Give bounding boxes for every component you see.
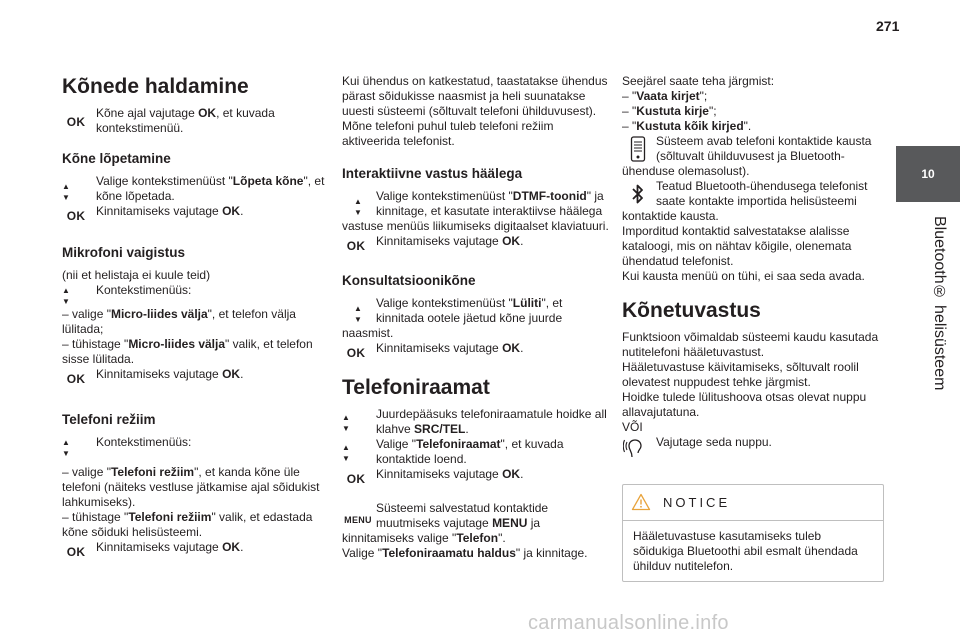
paragraph: Kui kausta menüü on tühi, ei saa seda avada. <box>622 269 865 283</box>
instruction-confirm: OK Kinnitamiseks vajutage OK. <box>342 234 612 254</box>
column-2 <box>342 74 612 561</box>
instruction-confirm: OK Kinnitamiseks vajutage OK. <box>342 467 612 487</box>
chapter-tab: 10 <box>896 146 960 202</box>
ok-button-icon: OK <box>66 209 86 223</box>
instruction-confirm: OK Kinnitamiseks vajutage OK. <box>62 204 332 224</box>
watermark: carmanualsonline.info <box>528 612 729 634</box>
list-item: – "Vaata kirjet"; <box>622 89 708 103</box>
paragraph: Seejärel saate teha järgmist: <box>622 74 775 88</box>
section-heading-call-management: Kõnede haldamine <box>62 75 249 98</box>
ok-button-icon: OK <box>66 372 86 386</box>
list-item: – valige "Telefoni režiim", et kanda kõne üle telefoni (näiteks vestluse jätkamise ajal sõidukist lahkumiseks). <box>62 465 320 509</box>
instruction-confirm: OK Kinnitamiseks vajutage OK. <box>62 367 332 387</box>
smartphone-icon <box>622 134 654 164</box>
bluetooth-import-note: Teatud Bluetooth-ühendusega telefonist saate kontakte importida helisüsteemi kontaktide kausta. <box>622 179 868 223</box>
instruction-confirm: OK Kinnitamiseks vajutage OK. <box>342 341 612 361</box>
paragraph: Hääletuvastuse käivitamiseks, sõltuvalt roolil olevatest nuppudest tehke järgmist. <box>622 360 859 389</box>
instruction-end-call: ▲ ▼ Valige kontekstimenüüst "Lõpeta kõne", et kõne lõpetada. <box>62 174 325 203</box>
section-heading-voice-recognition: Kõnetuvastus <box>622 299 761 322</box>
menu-button-icon: MENU <box>344 515 372 525</box>
up-down-arrows-icon: ▲ ▼ <box>62 286 70 306</box>
list-item: – valige "Micro-liides välja", et telefon välja lülitada; <box>62 307 296 336</box>
instruction-context-menu: ▲ ▼ Kontekstimenüüs: <box>62 435 192 458</box>
ok-button-icon: OK <box>346 346 366 360</box>
paragraph: Imporditud kontaktid salvestatakse alalisse kataloogi, mis on nähtav kõigile, olenemata ühendatud telefonist. <box>622 224 852 268</box>
notice-header <box>623 485 883 511</box>
phone-contacts-note: Süsteem avab telefoni kontaktide kausta (sõltuvalt ühilduvusest ja Bluetooth-ühenduse olemasolust). <box>622 134 872 178</box>
ok-button-icon: OK <box>346 472 366 486</box>
paragraph: VÕI <box>622 420 643 434</box>
up-down-arrows-icon: ▲ ▼ <box>354 197 362 217</box>
page-number: 271 <box>876 18 900 34</box>
column-3 <box>622 74 892 459</box>
paragraph: Mõne telefoni puhul tuleb telefoni režiim aktiveerida telefonist. <box>342 119 554 148</box>
subheading-mute-mic: Mikrofoni vaigistus <box>62 245 186 260</box>
paragraph: Funktsioon võimaldab süsteemi kaudu kasutada nutitelefoni hääletuvastust. <box>622 330 879 359</box>
ok-button-icon: OK <box>66 545 86 559</box>
instruction-switch: ▲ ▼ Valige kontekstimenüüst "Lüliti", et kinnitada ootele jäetud kõne juurde naasmist. <box>342 296 563 340</box>
up-down-arrows-icon: ▲ ▼ <box>354 304 362 324</box>
column-1 <box>62 74 332 560</box>
chapter-sidebar <box>896 146 960 640</box>
list-item: – "Kustuta kirje"; <box>622 104 717 118</box>
chapter-title: Bluetooth® helisüsteem <box>931 216 948 391</box>
list-item: – tühistage "Micro-liides välja" valik, et telefon sisse lülitada. <box>62 337 313 366</box>
subheading-dtmf: Interaktiivne vastus häälega <box>342 166 523 181</box>
up-down-arrows-icon: ▲ ▼ <box>62 438 70 458</box>
up-down-arrows-icon: ▲ ▼ <box>342 413 350 433</box>
bluetooth-icon <box>622 179 654 209</box>
instruction-select-phonebook: ▲ ▼ Valige "Telefoniraamat", et kuvada kontaktide loend. <box>342 437 564 466</box>
warning-icon <box>631 493 651 511</box>
paragraph: Valige "Telefoniraamatu haldus" ja kinnitage. <box>342 546 588 560</box>
notice-box <box>622 484 884 582</box>
instruction-confirm: OK Kinnitamiseks vajutage OK. <box>62 540 332 560</box>
paragraph: Kui ühendus on katkestatud, taastatakse ühendus pärast sõidukisse naasmist ja heli suunatakse uuesti süsteemi (sõltuvalt telefoni ühilduvusest). <box>342 74 608 118</box>
list-item: – tühistage "Telefoni režiim" valik, et edastada kõne sõiduki helisüsteemi. <box>62 510 313 539</box>
voice-command-icon <box>622 435 650 459</box>
paragraph: Hoidke tulede lülitushoova otsas olevat nuppu allavajutatuna. <box>622 390 867 419</box>
up-down-arrows-icon: ▲ ▼ <box>342 443 350 463</box>
list-item: – "Kustuta kõik kirjed". <box>622 119 752 133</box>
mute-note: (nii et helistaja ei kuule teid) <box>62 268 211 282</box>
ok-button-icon: OK <box>346 239 366 253</box>
notice-title: NOTICE <box>663 494 731 510</box>
subheading-end-call: Kõne lõpetamine <box>62 151 171 166</box>
instruction-context-menu: ▲ ▼ Kontekstimenüüs: <box>62 283 192 306</box>
instruction-menu: MENU Süsteemi salvestatud kontaktide muutmiseks vajutage MENU ja kinnitamiseks valige "Telefon". <box>342 501 549 545</box>
subheading-phone-mode: Telefoni režiim <box>62 412 156 427</box>
instruction-intro: OK Kõne ajal vajutage OK, et kuvada kontekstimenüü. <box>62 106 332 136</box>
ok-button-icon: OK <box>66 115 86 129</box>
instruction-dtmf: ▲ ▼ Valige kontekstimenüüst "DTMF-toonid" ja kinnitage, et kasutate interaktiivse häälega vastuse menüüs liikumiseks digitaalset klaviatuuri. <box>342 189 609 233</box>
instruction-phonebook: ▲ ▼ Juurdepääsuks telefoniraamatule hoidke all klahve SRC/TEL. <box>342 407 607 436</box>
up-down-arrows-icon: ▲ ▼ <box>62 182 70 202</box>
notice-text: Hääletuvastuse kasutamiseks tuleb sõidukiga Bluetoothi abil esmalt ühendada ühilduv nutitelefon. <box>633 529 858 573</box>
section-heading-phonebook: Telefoniraamat <box>342 376 490 399</box>
instruction-voice-button: Vajutage seda nuppu. <box>622 435 892 459</box>
subheading-consultation: Konsultatsioonikõne <box>342 273 476 288</box>
